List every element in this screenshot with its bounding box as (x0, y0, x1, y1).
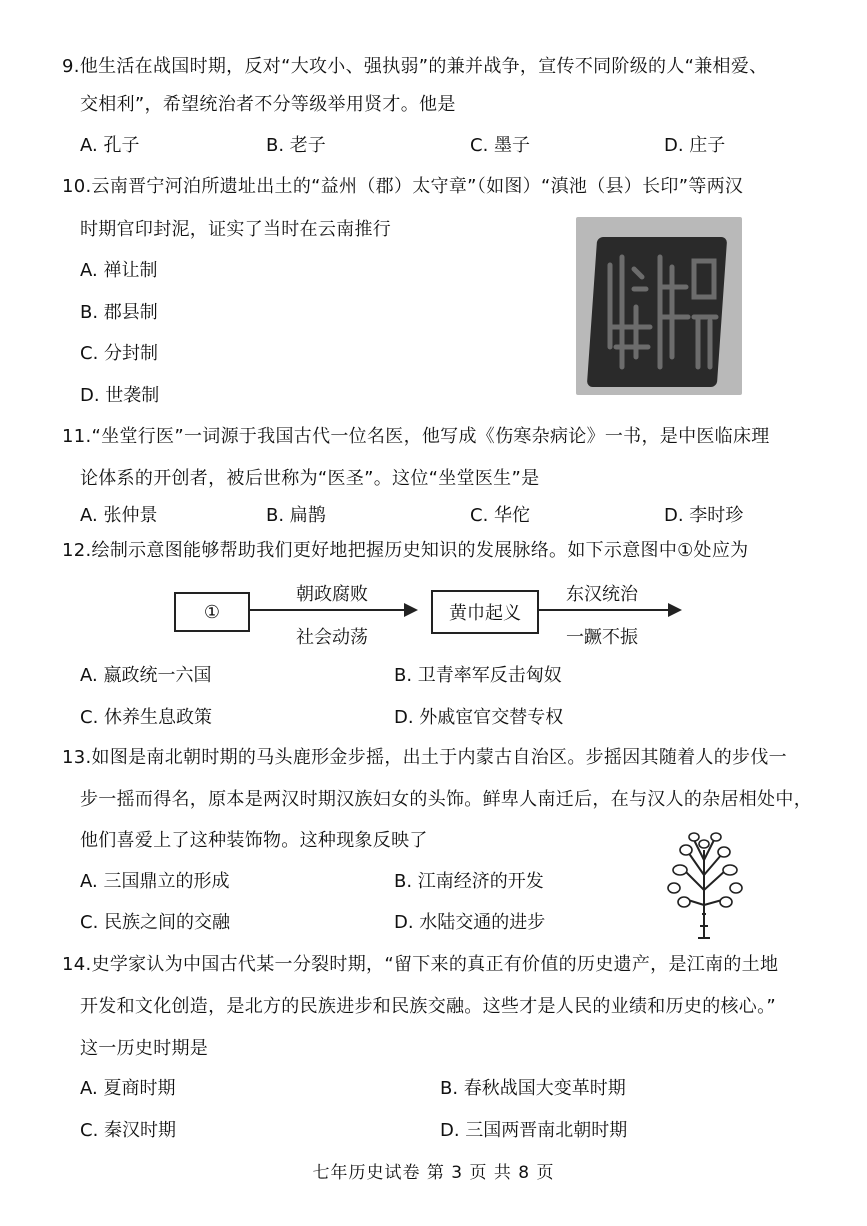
question-11-option-b[interactable]: B. 扁鹊 (266, 505, 326, 526)
question-10-option-d[interactable]: D. 世袭制 (80, 385, 160, 406)
question-14-option-c[interactable]: C. 秦汉时期 (80, 1120, 177, 1141)
arrow-1-shaft (248, 609, 406, 611)
arrow-2-label-top: 东汉统治 (566, 584, 638, 605)
diagram-box-yellow-turban: 黄巾起义 (431, 590, 539, 634)
gold-buyao-headdress-image (664, 830, 750, 942)
question-10-stem-line-1: 10.云南晋宁河泊所遗址出土的“益州（郡）太守章”（如图）“滇池（县）长印”等两汉 (62, 176, 744, 197)
seal-carving-strokes (576, 217, 742, 395)
question-12-option-d[interactable]: D. 外戚宦官交替专权 (394, 707, 564, 728)
arrow-2-head-icon (668, 603, 682, 617)
question-13-stem-line-1: 13.如图是南北朝时期的马头鹿形金步摇，出土于内蒙古自治区。步摇因其随着人的步伐一 (62, 747, 787, 768)
question-10-stem-line-2: 时期官印封泥，证实了当时在云南推行 (80, 219, 392, 240)
question-11-stem-line-2: 论体系的开创者，被后世称为“医圣”。这位“坐堂医生”是 (80, 468, 540, 489)
question-10-option-a[interactable]: A. 禅让制 (80, 260, 158, 281)
question-13-option-b[interactable]: B. 江南经济的开发 (394, 871, 544, 892)
question-9-option-b[interactable]: B. 老子 (266, 135, 326, 156)
arrow-1-head-icon (404, 603, 418, 617)
question-11-option-d[interactable]: D. 李时珍 (664, 505, 744, 526)
question-13-option-d[interactable]: D. 水陆交通的进步 (394, 912, 546, 933)
question-9-option-a[interactable]: A. 孔子 (80, 135, 140, 156)
question-9-option-d[interactable]: D. 庄子 (664, 135, 726, 156)
question-13-stem-line-3: 他们喜爱上了这种装饰物。这种现象反映了 (80, 830, 428, 851)
arrow-2-label-bottom: 一蹶不振 (566, 627, 638, 648)
page-footer: 七年历史试卷 第 3 页 共 8 页 (312, 1163, 555, 1183)
question-14-stem-line-1: 14.史学家认为中国古代某一分裂时期，“留下来的真正有价值的历史遗产，是江南的土地 (62, 954, 779, 975)
arrow-1-label-bottom: 社会动荡 (296, 627, 368, 648)
question-14-option-b[interactable]: B. 春秋战国大变革时期 (440, 1078, 626, 1099)
question-14-stem-line-3: 这一历史时期是 (80, 1038, 209, 1059)
question-11-option-c[interactable]: C. 华佗 (470, 505, 531, 526)
seal-clay-photo (576, 217, 742, 395)
question-11-stem-line-1: 11.“坐堂行医”一词源于我国古代一位名医，他写成《伤寒杂病论》一书，是中医临床理 (62, 426, 770, 447)
question-12-option-b[interactable]: B. 卫青率军反击匈奴 (394, 665, 562, 686)
question-12-option-a[interactable]: A. 嬴政统一六国 (80, 665, 212, 686)
question-9-stem-line-1: 9.他生活在战国时期，反对“大攻小、强执弱”的兼并战争，宣传不同阶级的人“兼相爱、 (62, 56, 768, 77)
question-10-option-b[interactable]: B. 郡县制 (80, 302, 158, 323)
question-10-option-c[interactable]: C. 分封制 (80, 343, 159, 364)
question-13-option-a[interactable]: A. 三国鼎立的形成 (80, 871, 230, 892)
question-9-stem-line-2: 交相利”，希望统治者不分等级举用贤才。他是 (80, 94, 456, 115)
diagram-box-blank: ① (174, 592, 250, 632)
question-9-option-c[interactable]: C. 墨子 (470, 135, 531, 156)
question-13-stem-line-2: 步一摇而得名，原本是两汉时期汉族妇女的头饰。鲜卑人南迁后，在与汉人的杂居相处中， (80, 789, 812, 810)
arrow-1-label-top: 朝政腐败 (296, 584, 368, 605)
question-11-option-a[interactable]: A. 张仲景 (80, 505, 158, 526)
question-14-option-d[interactable]: D. 三国两晋南北朝时期 (440, 1120, 628, 1141)
question-13-option-c[interactable]: C. 民族之间的交融 (80, 912, 231, 933)
arrow-2-shaft (537, 609, 669, 611)
question-12-stem-line-1: 12.绘制示意图能够帮助我们更好地把握历史知识的发展脉络。如下示意图中①处应为 (62, 540, 749, 561)
question-12-option-c[interactable]: C. 休养生息政策 (80, 707, 213, 728)
question-14-option-a[interactable]: A. 夏商时期 (80, 1078, 176, 1099)
question-14-stem-line-2: 开发和文化创造，是北方的民族进步和民族交融。这些才是人民的业绩和历史的核心。” (80, 996, 777, 1017)
